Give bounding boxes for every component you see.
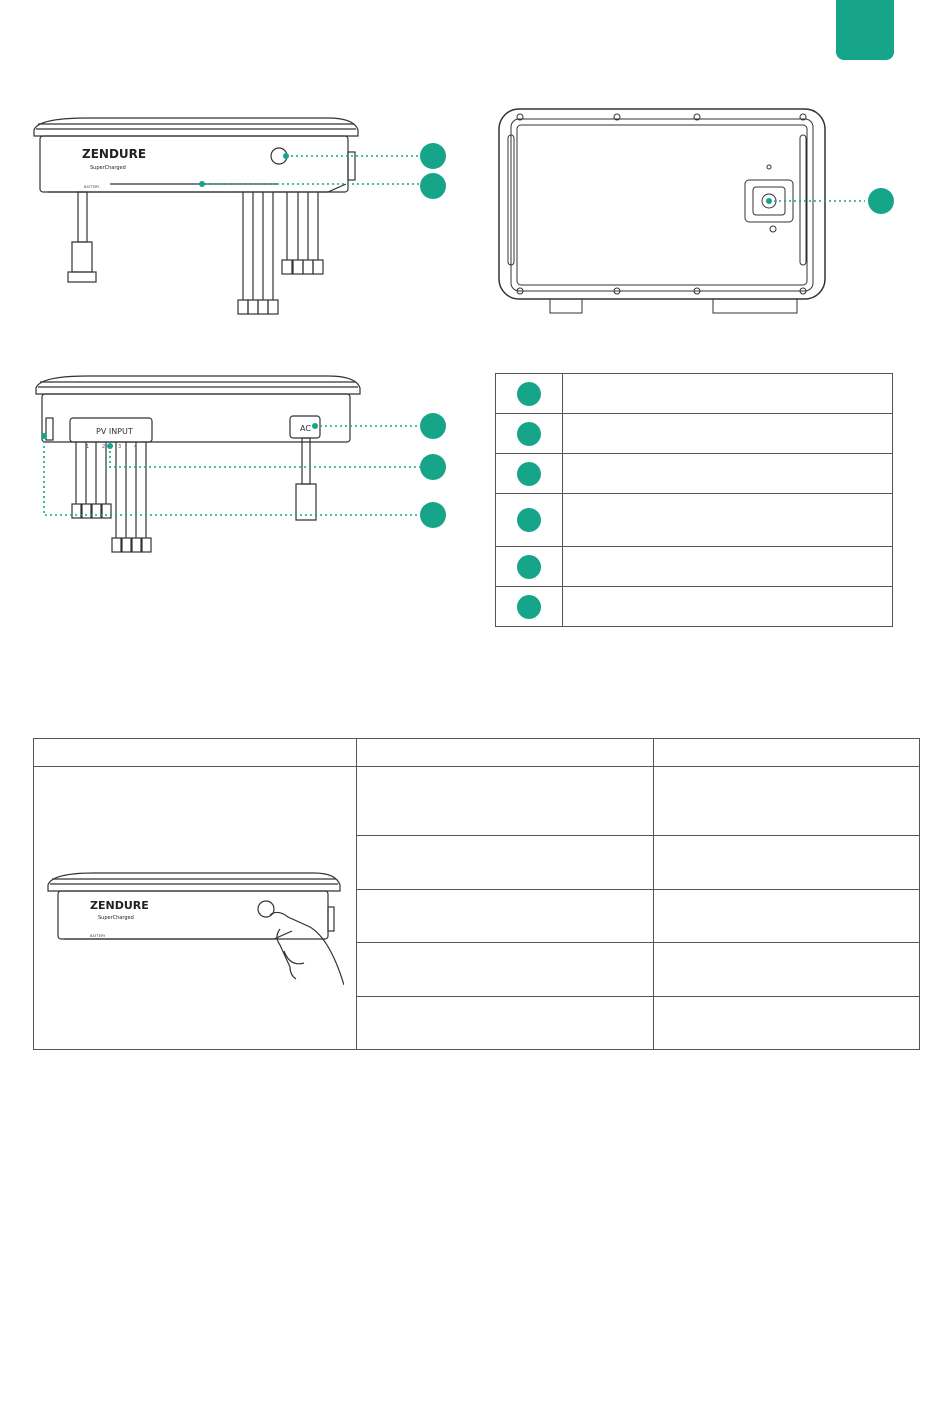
legend-dot (517, 508, 541, 532)
sub-brand: SuperCharged (90, 165, 126, 171)
svg-text:4: 4 (134, 444, 138, 450)
ac-label: AC (300, 424, 311, 433)
callout-legend-table (495, 373, 893, 627)
legend-row (496, 414, 893, 454)
operation-table (33, 738, 920, 1050)
svg-text:2: 2 (102, 444, 106, 450)
illustration-cell (34, 767, 357, 1050)
brand-logo: ZENDURE (82, 147, 147, 161)
svg-text:3: 3 (118, 444, 122, 450)
callout-3 (868, 188, 894, 214)
callout-5 (420, 454, 446, 480)
battery-label: BATTERY (84, 185, 100, 189)
device-bottom-figure (495, 105, 905, 320)
section-tab (836, 0, 894, 60)
legend-row (496, 374, 893, 414)
callout-4 (420, 413, 446, 439)
legend-dot (517, 555, 541, 579)
pv-input-label: PV INPUT (96, 427, 133, 436)
svg-text:1: 1 (86, 444, 90, 450)
legend-row (496, 494, 893, 547)
svg-text:BATTERY: BATTERY (90, 934, 106, 938)
hand-press-illustration (44, 867, 344, 987)
device-rear-figure (28, 370, 458, 565)
device-front-figure (28, 112, 458, 327)
table-row (34, 767, 920, 836)
legend-row (496, 454, 893, 494)
callout-2 (420, 173, 446, 199)
legend-dot (517, 462, 541, 486)
legend-dot (517, 422, 541, 446)
legend-dot (517, 382, 541, 406)
callout-6 (420, 502, 446, 528)
callout-1 (420, 143, 446, 169)
legend-row (496, 547, 893, 587)
table-header-row (34, 739, 920, 767)
svg-text:ZENDURE: ZENDURE (90, 899, 149, 912)
svg-text:SuperCharged: SuperCharged (98, 915, 134, 921)
legend-row (496, 587, 893, 627)
legend-dot (517, 595, 541, 619)
